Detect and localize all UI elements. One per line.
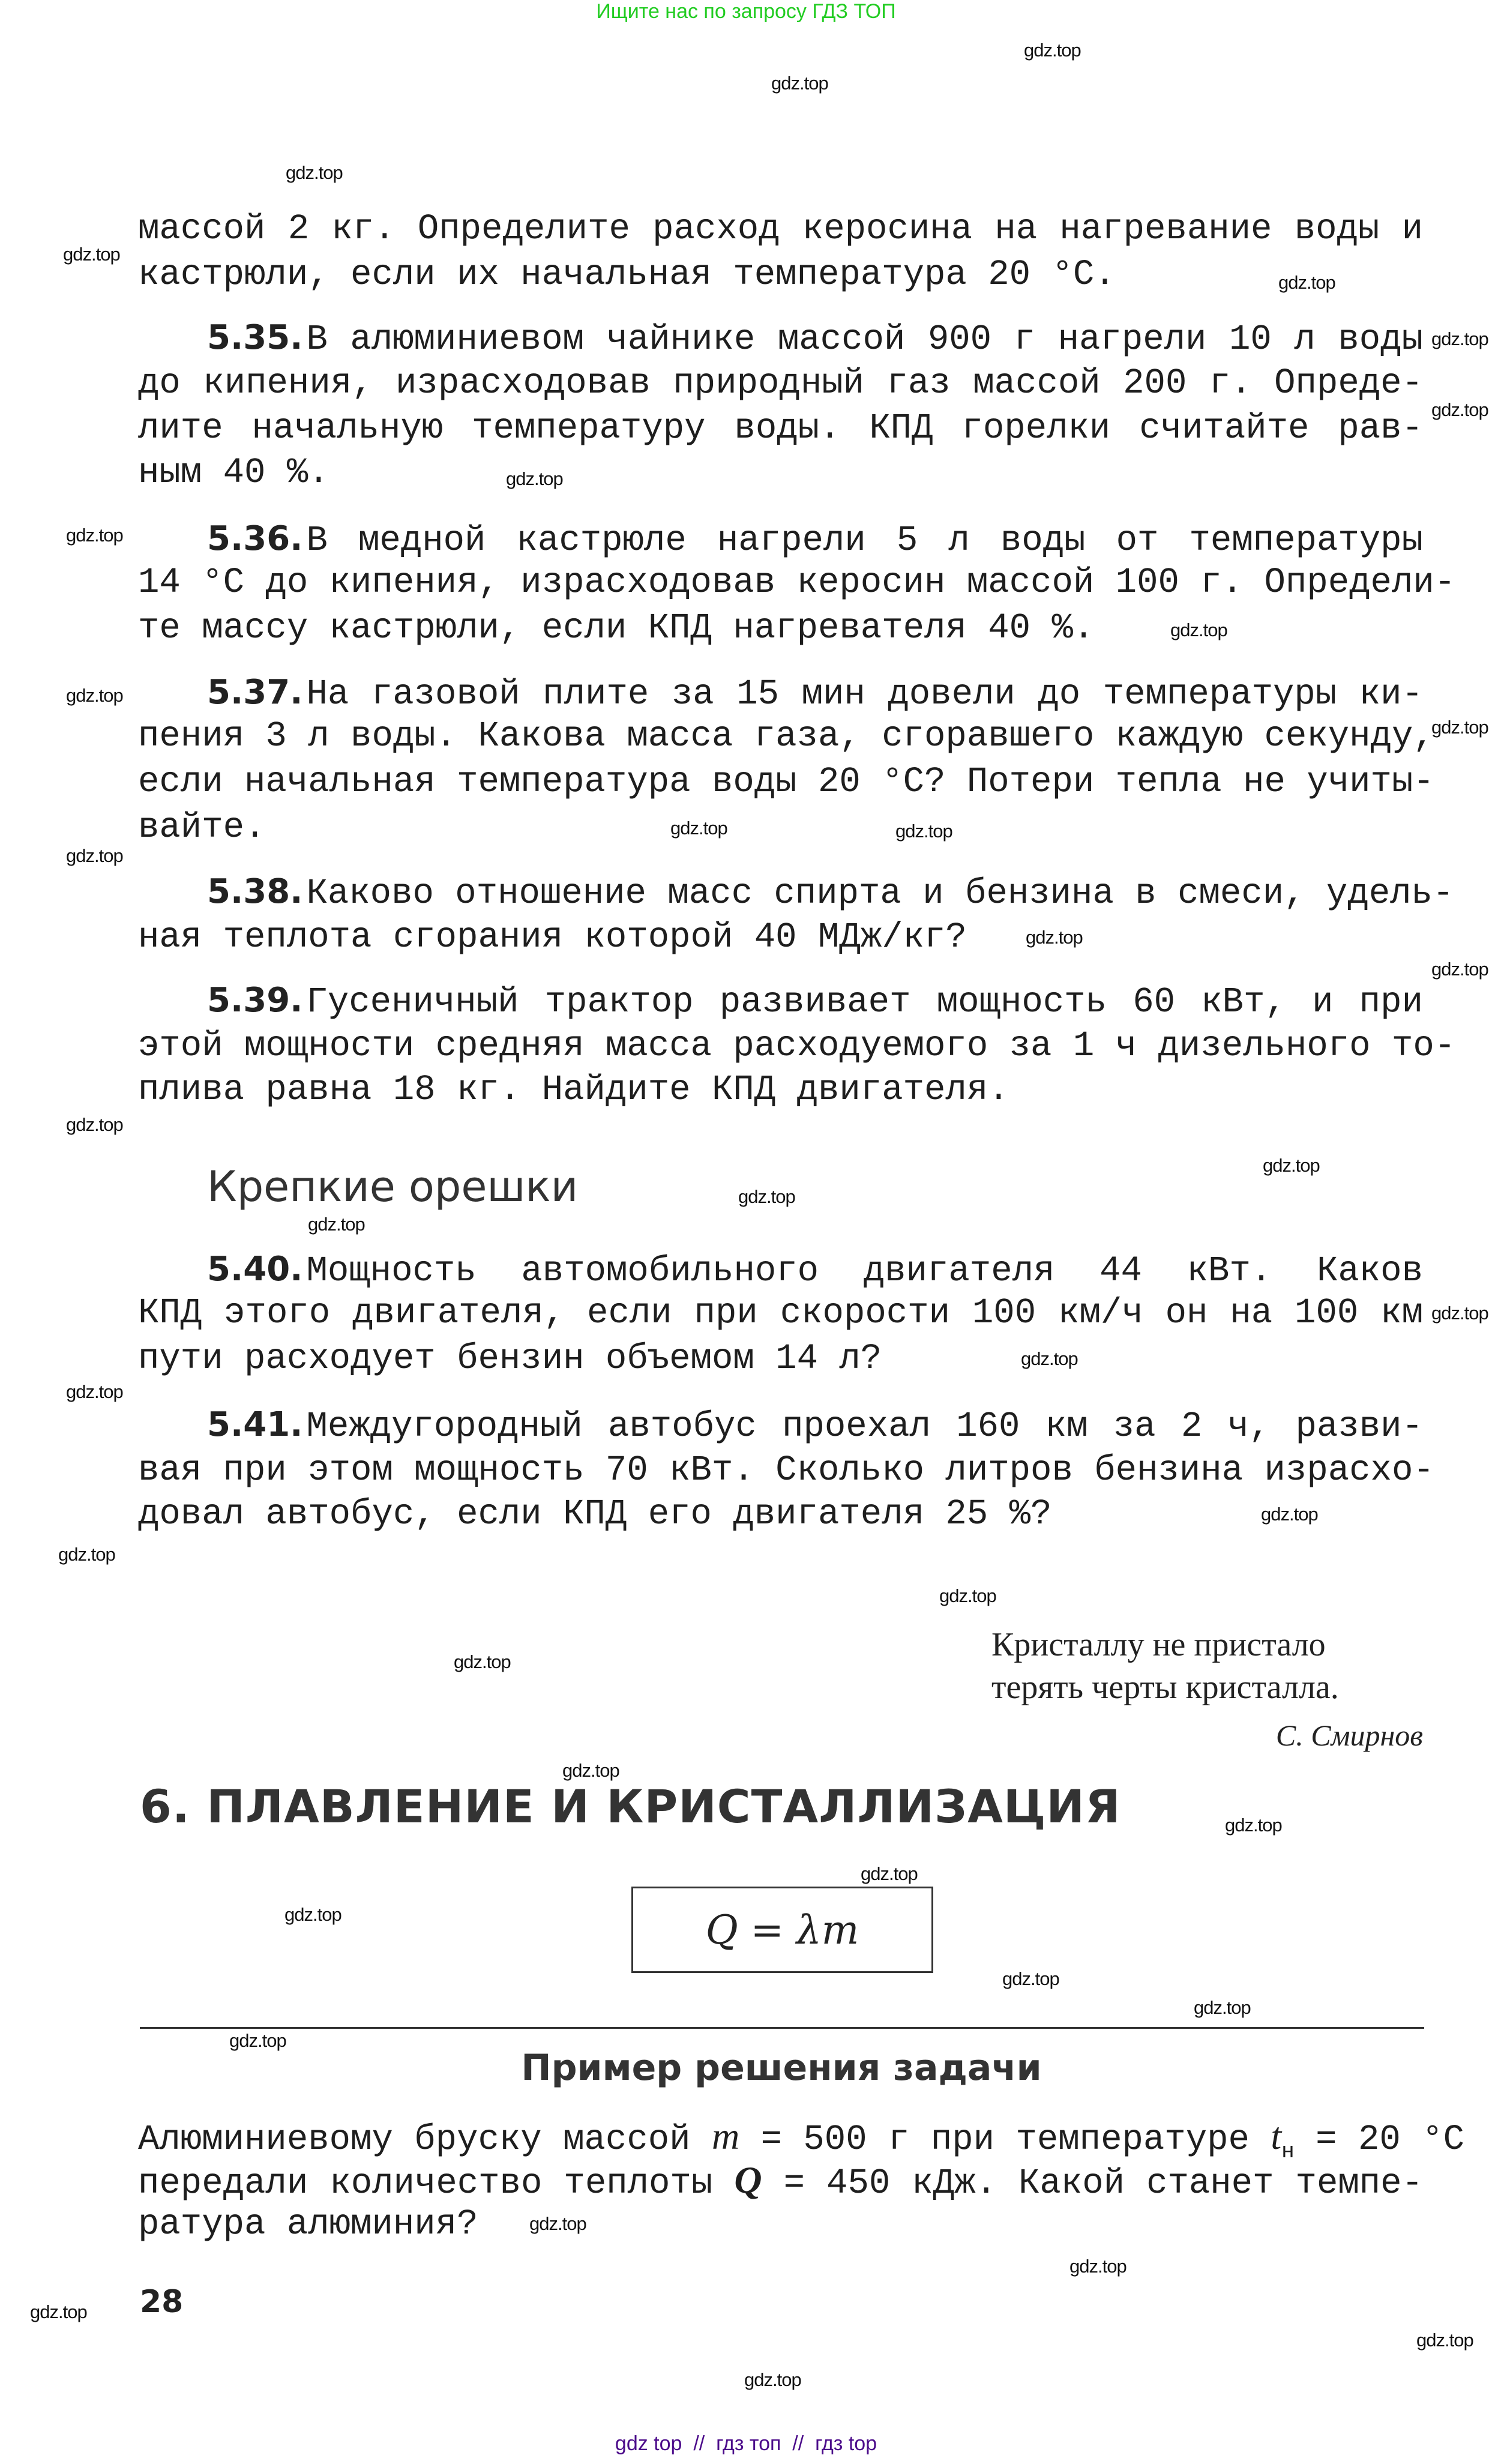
- watermark: gdz.top: [1069, 2256, 1127, 2277]
- watermark: gdz.top: [939, 1585, 996, 1606]
- text-line: массой 2 кг. Определите расход керосина на нагревание воды и: [138, 209, 1423, 249]
- watermark: gdz.top: [286, 162, 343, 183]
- problem-number: 5.41.: [207, 1405, 303, 1444]
- problem-number: 5.40.: [207, 1250, 303, 1289]
- watermark: gdz.top: [1278, 272, 1335, 293]
- problem-number: 5.36.: [207, 519, 303, 558]
- text-line: Междугородный автобус проехал 160 км за 2 ч, разви-: [306, 1406, 1423, 1447]
- problem-number: 5.39.: [207, 981, 303, 1020]
- text: = 450 кДж. Какой станет темпе-: [762, 2163, 1423, 2203]
- watermark: gdz.top: [1431, 717, 1488, 738]
- watermark: gdz.top: [1170, 619, 1227, 640]
- watermark: gdz.top: [454, 1651, 511, 1672]
- text-line: КПД этого двигателя, если при скорости 100 км/ч он на 100 км: [138, 1293, 1423, 1333]
- text: передали количество теплоты: [138, 2163, 735, 2203]
- text-line: пути расходует бензин объемом 14 л?: [138, 1339, 882, 1379]
- problem-number: 5.37.: [207, 673, 303, 712]
- problem-5-37: [207, 670, 1423, 715]
- watermark: gdz.top: [861, 1863, 918, 1884]
- watermark: gdz.top: [1194, 1997, 1251, 2018]
- subscript: н: [1281, 2139, 1295, 2164]
- variable-m: m: [711, 2115, 740, 2157]
- text-line: пения 3 л воды. Какова масса газа, сгоравшего каждую секунду,: [138, 716, 1434, 756]
- text-line: до кипения, израсходовав природный газ массой 200 г. Опреде-: [138, 363, 1423, 403]
- epigraph-author: С. Смирнов: [1275, 1718, 1423, 1752]
- watermark: gdz.top: [66, 1114, 123, 1135]
- formula: Q = λm: [705, 1906, 859, 1953]
- watermark: gdz.top: [1225, 1815, 1282, 1836]
- text-line: Гусеничный трактор развивает мощность 60 кВт, и при: [306, 982, 1423, 1022]
- text-line: В алюминиевом чайнике массой 900 г нагрели 10 л воды: [306, 319, 1423, 360]
- watermark: gdz.top: [771, 73, 828, 94]
- text-line: вайте.: [138, 807, 266, 848]
- watermark: gdz.top: [1002, 1968, 1059, 1989]
- text-line: 14 °С до кипения, израсходовав керосин массой 100 г. Определи-: [138, 562, 1456, 603]
- example-line: [138, 2157, 1423, 2203]
- problem-number: 5.38.: [207, 872, 303, 911]
- watermark: gdz.top: [1021, 1348, 1078, 1369]
- page-number: 28: [140, 2284, 184, 2320]
- subsection-title: Крепкие орешки: [207, 1162, 579, 1211]
- watermark: gdz.top: [562, 1760, 619, 1781]
- text: Алюминиевому бруску массой: [138, 2119, 712, 2160]
- example-line: [138, 2113, 1464, 2164]
- watermark: gdz.top: [1261, 1504, 1318, 1525]
- watermark: gdz.top: [66, 525, 123, 546]
- text: = 500 г при температуре: [739, 2119, 1271, 2160]
- epigraph-line: терять черты кристалла.: [991, 1669, 1339, 1706]
- text-line: ная теплота сгорания которой 40 МДж/кг?: [138, 917, 967, 957]
- watermark: gdz.top: [30, 2301, 87, 2322]
- problem-5-36: [207, 516, 1423, 562]
- divider: [140, 2027, 1424, 2029]
- watermark: gdz.top: [1431, 328, 1488, 349]
- watermark: gdz.top: [1026, 927, 1083, 948]
- watermark: gdz.top: [1024, 40, 1081, 61]
- text-line: те массу кастрюли, если КПД нагревателя 40 %.: [138, 608, 1095, 648]
- problem-5-39: [207, 978, 1423, 1023]
- epigraph-line: Кристаллу не пристало: [991, 1626, 1326, 1663]
- watermark: gdz.top: [744, 2369, 801, 2390]
- watermark: gdz.top: [506, 468, 563, 489]
- text-line: На газовой плите за 15 мин довели до температуры ки-: [306, 674, 1423, 714]
- text-line: плива равна 18 кг. Найдите КПД двигателя.: [138, 1070, 1009, 1110]
- problem-5-41: [207, 1402, 1423, 1448]
- problem-5-35: [207, 315, 1423, 361]
- watermark: gdz.top: [670, 818, 727, 839]
- text-line: Каково отношение масс спирта и бензина в смеси, удель-: [306, 873, 1454, 914]
- text: = 20 °С: [1294, 2119, 1464, 2160]
- watermark: gdz.top: [66, 685, 123, 706]
- text-line: лите начальную температуру воды. КПД горелки считайте рав-: [138, 408, 1423, 448]
- watermark: gdz.top: [284, 1904, 341, 1925]
- example-line: ратура алюминия?: [138, 2204, 478, 2244]
- variable-t: t: [1271, 2115, 1282, 2157]
- watermark: gdz.top: [63, 244, 120, 265]
- variable-q: Q: [734, 2158, 762, 2201]
- problem-5-38: [207, 869, 1454, 915]
- text-line: если начальная температура воды 20 °С? Потери тепла не учиты-: [138, 762, 1434, 802]
- watermark: gdz.top: [66, 1381, 123, 1402]
- text-line: Мощность автомобильного двигателя 44 кВт. Каков: [306, 1251, 1423, 1291]
- watermark: gdz.top: [308, 1214, 365, 1235]
- watermark: gdz.top: [1431, 399, 1488, 420]
- text-line: этой мощности средняя масса расходуемого за 1 ч дизельного то-: [138, 1026, 1456, 1066]
- text-line: кастрюли, если их начальная температура 20 °С.: [138, 255, 1116, 295]
- problem-number: 5.35.: [207, 318, 303, 357]
- watermark: gdz.top: [58, 1544, 115, 1565]
- watermark: gdz.top: [1416, 2330, 1473, 2351]
- example-title: Пример решения задачи: [521, 2047, 1042, 2089]
- text-line: вая при этом мощность 70 кВт. Сколько литров бензина израсхо-: [138, 1450, 1434, 1490]
- watermark: gdz.top: [529, 2213, 586, 2234]
- watermark: gdz.top: [1431, 959, 1488, 980]
- text-line: довал автобус, если КПД его двигателя 25 %?: [138, 1494, 1052, 1534]
- watermark: gdz.top: [66, 845, 123, 866]
- footer-links[interactable]: gdz top // гдз топ // гдз top: [615, 2432, 877, 2455]
- watermark: gdz.top: [229, 2030, 286, 2051]
- watermark: gdz.top: [1431, 1303, 1488, 1324]
- watermark: gdz.top: [738, 1186, 795, 1207]
- problem-5-40: [207, 1247, 1423, 1292]
- watermark: gdz.top: [1263, 1155, 1320, 1176]
- watermark: gdz.top: [895, 821, 952, 842]
- text-line: ным 40 %.: [138, 453, 329, 493]
- chapter-title: 6. ПЛАВЛЕНИЕ И КРИСТАЛЛИЗАЦИЯ: [140, 1780, 1121, 1833]
- formula-box: [631, 1887, 933, 1973]
- text-line: В медной кастрюле нагрели 5 л воды от температуры: [306, 520, 1423, 561]
- search-banner[interactable]: Ищите нас по запросу ГДЗ ТОП: [596, 0, 896, 23]
